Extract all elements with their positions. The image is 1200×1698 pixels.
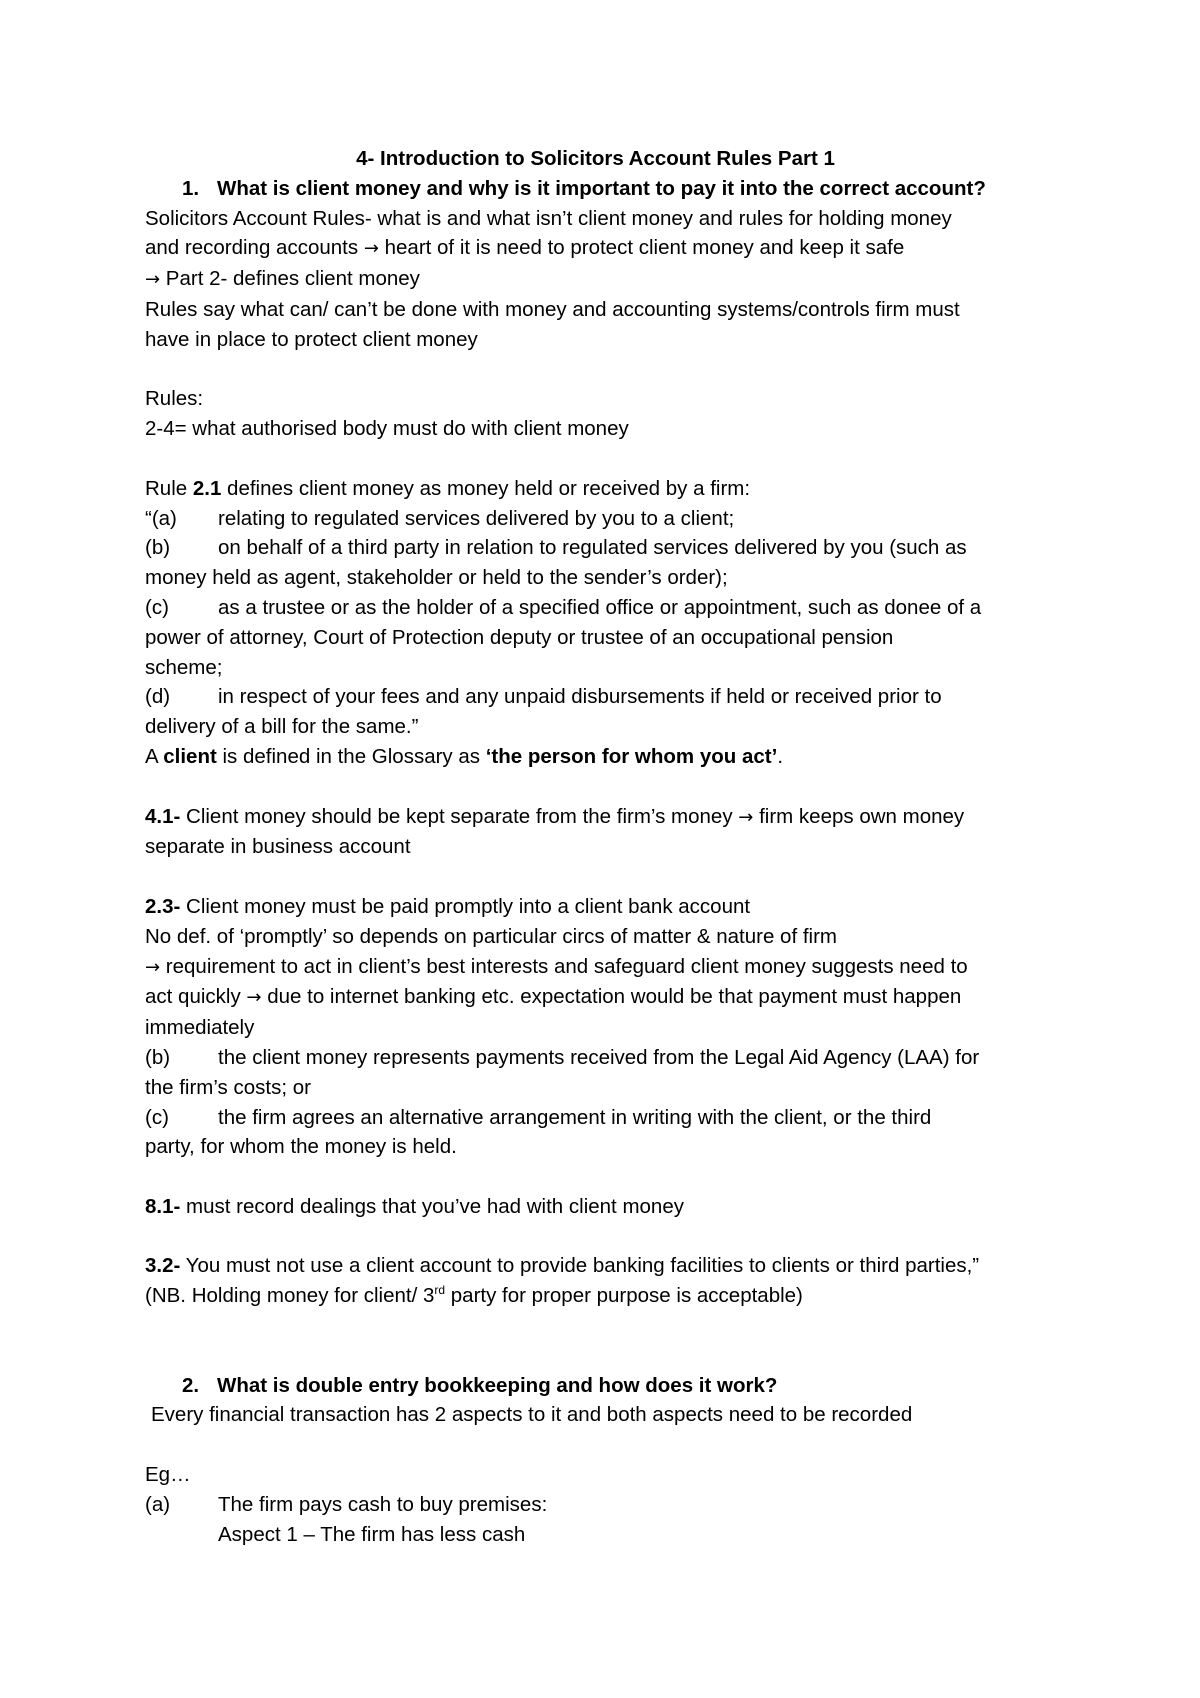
intro-line-4: Rules say what can/ can’t be done with money and accounting systems/controls firm must: [145, 297, 960, 321]
rule-8-1-text: must record dealings that you’ve had with client money: [180, 1194, 684, 1218]
arrow-icon: →: [246, 987, 262, 1009]
client-definition: [145, 742, 1040, 772]
rule-2-3-line-3: [145, 952, 1040, 983]
example-heading: Eg…: [145, 1463, 191, 1487]
rule-3-2-text: You must not use a client account to provide banking facilities to clients or third parties,”: [180, 1254, 980, 1278]
rule-2-3-item-c: [145, 1103, 1040, 1133]
intro-line-3: [145, 264, 1040, 295]
rule-2-1-item-d-cont: delivery of a bill for the same.”: [145, 715, 419, 739]
item-text: in respect of your fees and any unpaid disbursements if held or received prior to: [218, 685, 942, 709]
rule-4-1-number: 4.1-: [145, 804, 181, 828]
question-2-number: 2.: [182, 1373, 200, 1397]
item-label: (a): [145, 1492, 171, 1516]
intro-line-1: Solicitors Account Rules- what is and what isn’t client money and rules for holding money: [145, 206, 952, 230]
rule-2-3-number: 2.3-: [145, 894, 181, 918]
item-label: (b): [145, 1045, 171, 1069]
rule-2-3-item-b-cont: the firm’s costs; or: [145, 1075, 311, 1099]
rule-2-1-post: defines client money as money held or received by a firm:: [221, 476, 751, 500]
item-text: relating to regulated services delivered by you to a client;: [218, 506, 735, 530]
item-text: as a trustee or as the holder of a specified office or appointment, such as donee of a: [218, 595, 982, 619]
question-1-text: What is client money and why is it important to pay it into the correct account?: [217, 176, 986, 200]
rule-2-1-item-b: [145, 533, 1040, 563]
question-1-number: 1.: [182, 176, 200, 200]
client-def-end: .: [777, 744, 784, 768]
item-label: (c): [145, 1105, 169, 1129]
intro-line-2-start: and recording accounts: [145, 236, 359, 260]
rule-4-1-cont: separate in business account: [145, 835, 411, 859]
rule-2-1-item-a: [145, 504, 1040, 534]
rule-2-1-item-d: [145, 682, 1040, 712]
rule-2-1-item-c: [145, 593, 1040, 623]
rule-2-3-item-b: [145, 1043, 1040, 1073]
note-superscript: rd: [434, 1283, 446, 1298]
note-post: party for proper purpose is acceptable): [445, 1284, 803, 1308]
rule-4-1-text: Client money should be kept separate from the firm’s money: [180, 804, 733, 828]
document-title: 4- Introduction to Solicitors Account Rules Part 1: [356, 147, 835, 170]
example-aspect-1: Aspect 1 – The firm has less cash: [218, 1522, 526, 1546]
arrow-icon: →: [145, 956, 161, 978]
item-text: on behalf of a third party in relation to regulated services delivered by you (such as: [218, 536, 967, 560]
rule-2-3-line-4: [145, 982, 1040, 1013]
rule-2-3-item-c-cont: party, for whom the money is held.: [145, 1135, 457, 1159]
item-label: “(a): [145, 506, 177, 530]
question-2-text: What is double entry bookkeeping and how does it work?: [217, 1373, 778, 1397]
rule-2-1-item-b-cont: money held as agent, stakeholder or held to the sender’s order);: [145, 566, 728, 590]
item-label: (d): [145, 685, 171, 709]
client-def-mid: is defined in the Glossary as: [216, 744, 486, 768]
rule-2-3-line-3-text: requirement to act in client’s best interests and safeguard client money suggests need to: [165, 954, 968, 978]
rule-8-1-number: 8.1-: [145, 1194, 181, 1218]
intro-line-2: [145, 233, 1040, 264]
rules-heading: Rules:: [145, 387, 204, 411]
intro-line-3-text: Part 2- defines client money: [165, 267, 420, 291]
intro-line-5: have in place to protect client money: [145, 327, 478, 351]
rule-2-1-number: 2.1: [192, 476, 222, 500]
rule-2-1-item-c-cont-2: scheme;: [145, 655, 223, 679]
item-label: (b): [145, 536, 171, 560]
rule-4-1: [145, 802, 1040, 833]
item-text: the firm agrees an alternative arrangement in writing with the client, or the third: [218, 1105, 932, 1129]
question-1-heading: [145, 174, 1040, 204]
client-def-pre: A: [145, 744, 164, 768]
rule-2-3: [145, 892, 1040, 922]
arrow-icon: →: [363, 238, 379, 260]
rule-2-1-item-c-cont-1: power of attorney, Court of Protection deputy or trustee of an occupational pension: [145, 625, 894, 649]
rule-2-1-pre: Rule: [145, 476, 193, 500]
rule-2-3-line-4-start: act quickly: [145, 985, 241, 1009]
arrow-icon: →: [145, 269, 161, 291]
rule-3-2: [145, 1251, 1040, 1281]
rule-3-2-number: 3.2-: [145, 1254, 181, 1278]
intro-line-2-end: heart of it is need to protect client money and keep it safe: [384, 236, 905, 260]
rule-2-3-text: Client money must be paid promptly into a client bank account: [180, 894, 751, 918]
item-text: the client money represents payments received from the Legal Aid Agency (LAA) for: [218, 1045, 980, 1069]
rule-2-3-line-4-end: due to internet banking etc. expectation would be that payment must happen: [267, 985, 962, 1009]
item-label: (c): [145, 595, 169, 619]
rule-2-3-line-2: No def. of ‘promptly’ so depends on particular circs of matter & nature of firm: [145, 924, 837, 948]
rules-line-1: 2-4= what authorised body must do with client money: [145, 417, 629, 441]
rule-8-1: [145, 1192, 1040, 1222]
double-entry-line-1: Every financial transaction has 2 aspects to it and both aspects need to be recorded: [151, 1403, 913, 1427]
arrow-icon: →: [738, 806, 754, 828]
client-def-quote: ‘the person for whom you act’: [485, 744, 778, 768]
question-2-heading: [145, 1371, 1040, 1401]
item-text: The firm pays cash to buy premises:: [218, 1492, 548, 1516]
client-word: client: [163, 744, 217, 768]
rule-4-1-text-2: firm keeps own money: [759, 804, 965, 828]
rule-2-3-line-5: immediately: [145, 1016, 255, 1040]
rule-3-2-note: [145, 1281, 1040, 1311]
note-pre: (NB. Holding money for client/ 3: [145, 1284, 435, 1308]
rule-2-1-intro: [145, 474, 1040, 504]
example-item-a: [145, 1490, 1040, 1520]
